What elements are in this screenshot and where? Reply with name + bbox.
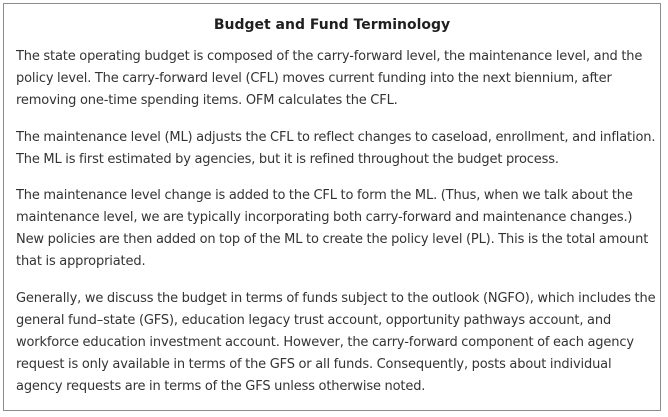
paragraph-funds-outlook: Generally, we discuss the budget in terms of funds subject to the outlook (NGFO), which includes the general fund–state (GFS), education legacy trust account, opportunity pathways account, and workforce education investment account. However, the carry-forward component of each agency request is only available in terms of the GFS or all funds. Consequently, posts about individual agency requests are in terms of the GFS unless otherwise noted. <box>16 291 656 394</box>
paragraph-budget-levels: The state operating budget is composed of the carry-forward level, the maintenance level, and the policy level. The carry-forward level (CFL) moves current funding into the next biennium, after removing one-time spending items. OFM calculates the CFL. <box>16 49 643 108</box>
panel-title: Budget and Fund Terminology <box>213 17 451 33</box>
terminology-panel <box>3 3 661 411</box>
paragraph-maintenance-level: The maintenance level (ML) adjusts the CFL to reflect changes to caseload, enrollment, and inflation. The ML is first estimated by agencies, but it is refined throughout the budget process. <box>16 130 656 167</box>
paragraph-maintenance-change: The maintenance level change is added to the CFL to form the ML. (Thus, when we talk about the maintenance level, we are typically incorporating both carry-forward and maintenance changes.) New policies are then added on top of the ML to create the policy level (PL). This is the total amount that is appropriated. <box>16 188 649 269</box>
